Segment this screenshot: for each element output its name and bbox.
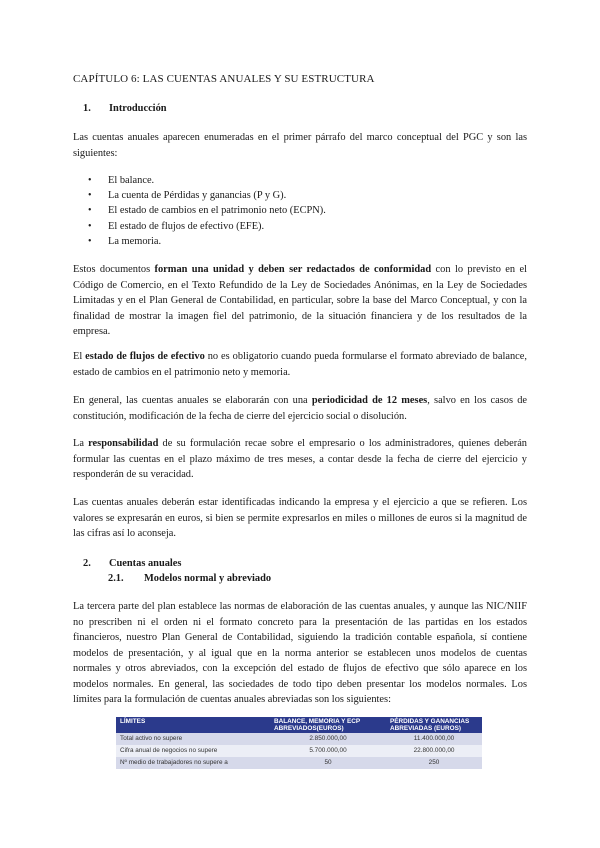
table-cell: Cifra anual de negocios no supere: [116, 745, 270, 757]
text-run: con lo previsto en el Código de Comercio, en el Texto Refundido de la Ley de Sociedades Anónimas, en la Ley de Sociedades Limitadas y en el Plan General de Contabilidad, en particular, sobre la base del Marco Conceptual, y con la finalidad de mostrar la imagen fiel del patrimonio, de la situación financiera y de los resultados de la empresa.: [73, 264, 527, 337]
section-heading-introduccion: [83, 101, 167, 117]
text-run: de su formulación recae sobre el empresario o los administradores, quienes deberán formular las cuentas en el plazo máximo de tres meses, a contar desde la fecha de cierre del ejercicio y responderán de su veracidad.: [73, 438, 528, 480]
table-row: [116, 745, 482, 757]
list-item: • La cuenta de Pérdidas y ganancias (P y G).: [88, 188, 326, 203]
list-item: • El balance.: [88, 173, 326, 188]
table-cell: 2.850.000,00: [270, 733, 386, 745]
table-cell: 50: [270, 757, 386, 769]
paragraph-tercera-parte: La tercera parte del plan establece las normas de elaboración de las cuentas anuales, y aunque las NIC/NIIF no prescriben ni el orden ni el formato concreto para la presentación de las partidas en los estados financieros, nuestro Plan General de Contabilidad, siguiendo la tradición contable española, sí contiene modelos de presentación, y al igual que en la norma anterior se establecen unos modelos de cuentas normales y otros abreviados, con la excepción del estado de flujos de efectivo que sólo aparece en los modelos normales. En general, las sociedades de todo tipo deben presentar los modelos normales. Los límites para la formulación de cuentas anuales abreviadas son los siguientes:: [73, 601, 527, 705]
section-heading-cuentas-anuales: [83, 556, 181, 572]
list-item: • El estado de flujos de efectivo (EFE).: [88, 219, 326, 234]
table-cell: 250: [386, 757, 482, 769]
subsection-heading-modelos: [108, 571, 271, 587]
table-header: LÍMITES: [116, 717, 270, 733]
chapter-title: CAPÍTULO 6: LAS CUENTAS ANUALES Y SU ESTRUCTURA: [73, 73, 375, 85]
section-title: Cuentas anuales: [109, 558, 182, 569]
table-cell: Nº medio de trabajadores no supere a: [116, 757, 270, 769]
limits-table: [116, 717, 482, 769]
paragraph-efe: [73, 349, 527, 380]
text-run: La: [73, 438, 89, 449]
table-cell: 22.800.000,00: [386, 745, 482, 757]
paragraph-responsabilidad: [73, 436, 527, 483]
paragraph-unidad: [73, 262, 527, 340]
paragraph-identificadas: Las cuentas anuales deberán estar identificadas indicando la empresa y el ejercicio a que se refieren. Los valores se expresarán en euros, si bien se permite expresarlos en miles o millones de euros si la magnitud de las cifras así lo aconseja.: [73, 497, 527, 539]
list-item: • La memoria.: [88, 234, 326, 249]
section-number: 1.: [83, 103, 91, 114]
cuentas-anuales-list: [88, 173, 326, 249]
subsection-number: 2.1.: [108, 573, 124, 584]
table-row: [116, 757, 482, 769]
text-run: El: [73, 351, 86, 362]
paragraph-periodicidad: [73, 393, 527, 424]
table-row: [116, 733, 482, 745]
text-run: , salvo en los casos de constitución, modificación de la fecha de cierre del ejercicio social o disolución.: [73, 395, 528, 422]
table-header: PÉRDIDAS Y GANANCIAS ABREVIADAS (EUROS): [386, 717, 482, 733]
section-title: Introducción: [109, 103, 167, 114]
list-item: • El estado de cambios en el patrimonio neto (ECPN).: [88, 203, 326, 218]
bold-text: periodicidad de 12 meses: [311, 395, 428, 406]
table-cell: 11.400.000,00: [386, 733, 482, 745]
bold-text: forman una unidad y deben ser redactados de conformidad: [154, 264, 432, 275]
text-run: En general, las cuentas anuales se elaborarán con una: [73, 395, 312, 406]
bold-text: responsabilidad: [88, 438, 159, 449]
table-cell: 5.700.000,00: [270, 745, 386, 757]
section-number: 2.: [83, 558, 91, 569]
text-run: Estos documentos: [73, 264, 155, 275]
intro-paragraph: Las cuentas anuales aparecen enumeradas en el primer párrafo del marco conceptual del PGC y son las siguientes:: [73, 132, 527, 159]
table-header-row: [116, 717, 482, 733]
bold-text: estado de flujos de efectivo: [85, 351, 205, 362]
text-run: no es obligatorio cuando pueda formularse el formato abreviado de balance, estado de cambios en el patrimonio neto y memoria.: [73, 351, 527, 378]
table-header: BALANCE, MEMORIA Y ECP ABREVIADOS(EUROS): [270, 717, 386, 733]
table-cell: Total activo no supere: [116, 733, 270, 745]
subsection-title: Modelos normal y abreviado: [144, 573, 272, 584]
